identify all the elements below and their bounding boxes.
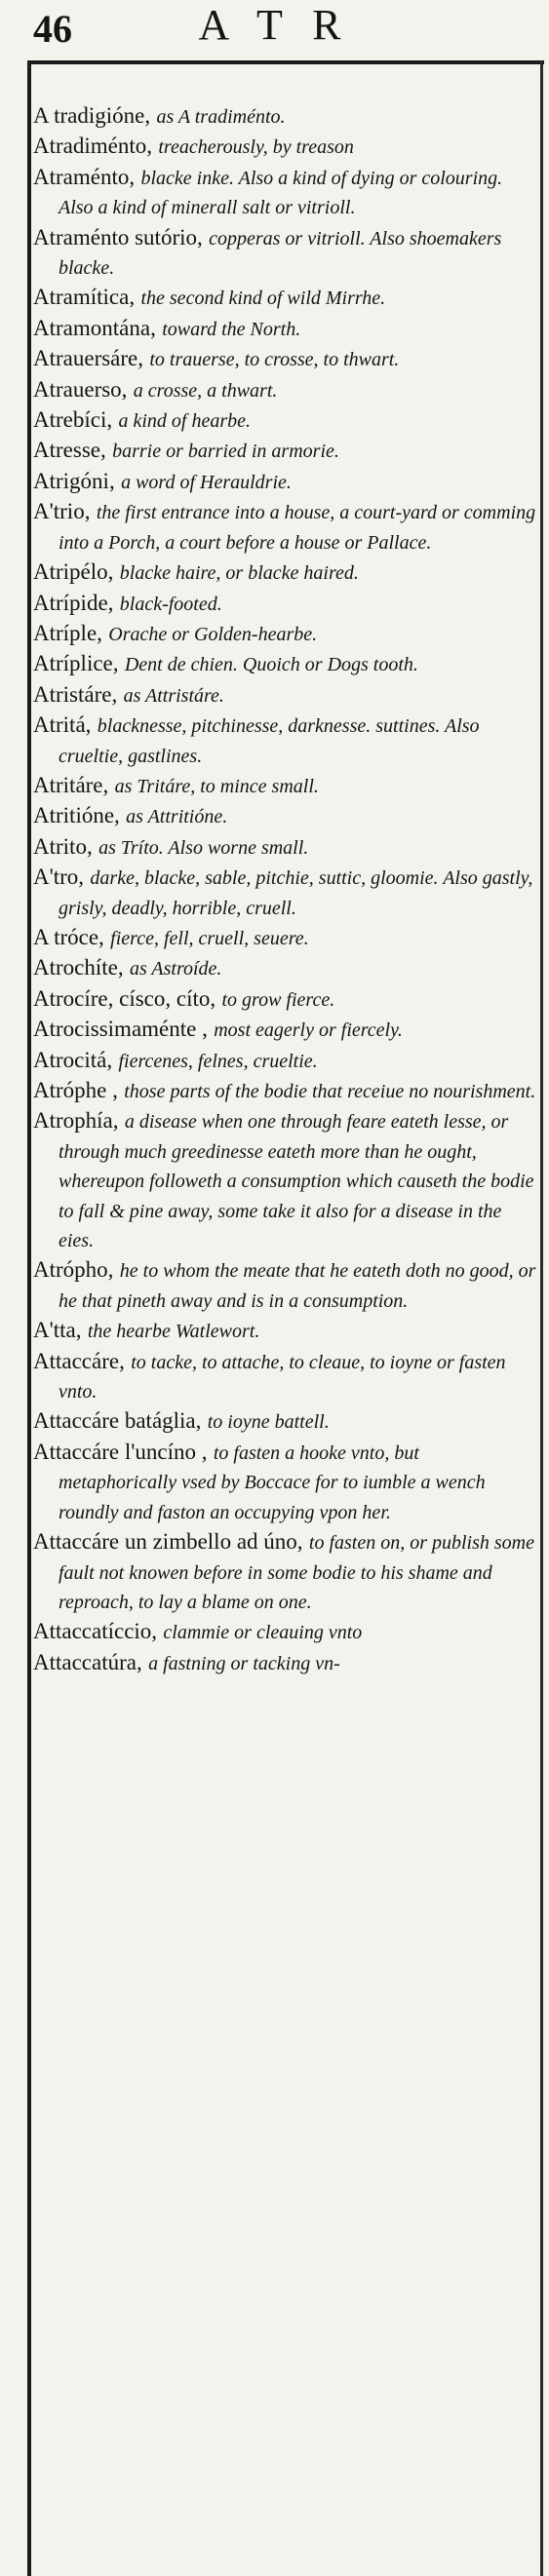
entry-definition: a crosse, a thwart. <box>133 379 278 402</box>
dictionary-entry <box>33 1347 536 1407</box>
entry-headword: Atríple, <box>33 620 102 645</box>
entry-definition: a kind of hearbe. <box>118 410 251 433</box>
dictionary-entry <box>33 1316 536 1346</box>
dictionary-entry <box>33 375 536 405</box>
entry-headword: A'tta, <box>33 1318 82 1343</box>
dictionary-entry <box>33 1255 536 1316</box>
entry-definition: to fasten on, or publish some fault not knowen before in some bodie to his shame and reproach, to lay a blame on one. <box>59 1532 535 1613</box>
dictionary-entry <box>33 436 536 466</box>
page-header <box>0 0 549 64</box>
dictionary-entry <box>33 163 536 223</box>
entry-definition: clammie or cleauing vnto <box>163 1622 363 1644</box>
entry-headword: Atradiménto, <box>33 134 152 159</box>
entry-headword: A'tro, <box>33 865 85 890</box>
dictionary-entry <box>33 132 536 162</box>
entry-headword: A'trio, <box>33 499 91 524</box>
dictionary-entry <box>33 314 536 344</box>
right-column-rule <box>540 60 543 2576</box>
dictionary-entry <box>33 953 536 983</box>
dictionary-entry <box>33 711 536 771</box>
dictionary-entry <box>33 467 536 497</box>
entry-headword: Atrípide, <box>33 590 114 615</box>
entry-headword: Atrophía, <box>33 1108 119 1134</box>
dictionary-entry <box>33 1046 536 1076</box>
entry-headword: Atrópho, <box>33 1257 114 1283</box>
entry-definition: the hearbe Watlewort. <box>87 1321 260 1343</box>
dictionary-entry <box>33 223 536 284</box>
entry-definition: to tacke, to attache, to cleaue, to ioyne or fasten vnto. <box>59 1351 506 1403</box>
entry-headword: Atrocitá, <box>33 1047 113 1072</box>
entry-definition: blacke haire, or blacke haired. <box>119 562 359 585</box>
dictionary-entry <box>33 832 536 863</box>
entry-definition: a word of Herauldrie. <box>121 471 292 493</box>
entry-definition: to fasten a hooke vnto, but metaphorically vsed by Boccace for to iumble a wench roundly and faston an occupying vpon her. <box>59 1442 486 1523</box>
dictionary-entry <box>33 589 536 619</box>
entry-headword: Atripélo, <box>33 559 114 585</box>
dictionary-entry <box>33 771 536 801</box>
entry-headword: A tradigióne, <box>33 103 151 128</box>
entry-definition: as Tríto. Also worne small. <box>98 836 309 859</box>
dictionary-entry <box>33 801 536 831</box>
entry-headword: Atramítica, <box>33 285 136 310</box>
entry-definition: as Attristáre. <box>123 684 224 707</box>
dictionary-entry <box>33 1438 536 1527</box>
entry-definition: a disease when one through feare eateth lesse, or through much greedinesse eateth more than he ought, whereupon followeth a consumption which causeth the bodie to fall & pine away, some take it also for a disease in the eies. <box>59 1111 534 1252</box>
dictionary-entry <box>33 283 536 313</box>
entry-definition: as Attritióne. <box>126 806 228 828</box>
left-column-rule <box>27 60 31 2576</box>
dictionary-entry <box>33 1406 536 1437</box>
entry-definition: toward the North. <box>162 318 301 340</box>
dictionary-entry <box>33 497 536 557</box>
entry-definition: fiercenes, felnes, crueltie. <box>118 1050 318 1072</box>
entry-headword: Atrebíci, <box>33 407 113 433</box>
entry-definition: treacherously, by treason <box>158 136 354 159</box>
dictionary-entry <box>33 405 536 436</box>
entry-definition: black-footed. <box>119 593 222 615</box>
entry-headword: Atraménto, <box>33 164 136 189</box>
entry-definition: he to whom the meate that he eateth doth no good, or he that pineth away and is in a consumption. <box>59 1260 536 1312</box>
entry-headword: Atrito, <box>33 833 93 859</box>
entry-headword: Atrigóni, <box>33 468 115 493</box>
dictionary-entry <box>33 923 536 953</box>
dictionary-entry <box>33 619 536 649</box>
entry-definition: blacke inke. Also a kind of dying or colouring. Also a kind of minerall salt or vitrioll. <box>59 167 503 219</box>
entry-headword: Atraménto sutório, <box>33 224 203 250</box>
entry-definition: to ioyne battell. <box>207 1411 330 1434</box>
entry-definition: to trauerse, to crosse, to thwart. <box>149 349 400 371</box>
entry-headword: Atritá, <box>33 712 92 738</box>
entry-headword: A tróce, <box>33 924 104 949</box>
top-rule <box>27 60 544 64</box>
entry-headword: Attaccatúra, <box>33 1649 142 1674</box>
entry-definition: the first entrance into a house, a court-yard or comming into a Porch, a court before a house or Pallace. <box>59 502 536 554</box>
entry-definition: those parts of the bodie that receiue no nourishment. <box>124 1081 536 1102</box>
entry-headword: Atrauerso, <box>33 376 128 402</box>
dictionary-entry <box>33 1648 536 1678</box>
entry-headword: Attaccáre, <box>33 1348 125 1373</box>
dictionary-entry <box>33 984 536 1015</box>
entry-headword: Atritáre, <box>33 772 109 797</box>
page-title: A T R <box>198 1 351 49</box>
entry-definition: the second kind of wild Mirrhe. <box>140 288 386 310</box>
dictionary-entry <box>33 863 536 923</box>
entry-headword: Atróphe , <box>33 1078 118 1102</box>
entry-headword: Attaccáre un zimbello ad úno, <box>33 1529 303 1555</box>
dictionary-entry <box>33 649 536 679</box>
entry-headword: Atríplice, <box>33 651 119 676</box>
dictionary-entry <box>33 1527 536 1617</box>
entry-headword: Atrochíte, <box>33 955 124 980</box>
dictionary-entry <box>33 1015 536 1045</box>
dictionary-entry <box>33 1076 536 1106</box>
entry-headword: Atrauersáre, <box>33 346 144 371</box>
entry-definition: as Astroíde. <box>129 958 222 980</box>
entry-list <box>33 101 536 1678</box>
entry-headword: Atrocissimaménte , <box>33 1017 208 1042</box>
entry-headword: Attaccáre batáglia, <box>33 1408 202 1434</box>
dictionary-entry <box>33 1617 536 1647</box>
entry-headword: Atristáre, <box>33 681 118 707</box>
entry-headword: Attaccatíccio, <box>33 1619 158 1644</box>
entry-headword: Atritióne, <box>33 803 120 828</box>
dictionary-entry <box>33 101 536 132</box>
entry-definition: darke, blacke, sable, pitchie, suttic, gloomie. Also gastly, grisly, deadly, horrible, cruell. <box>59 867 533 919</box>
dictionary-entry <box>33 680 536 711</box>
entry-headword: Atramontána, <box>33 315 156 340</box>
dictionary-entry <box>33 1106 536 1255</box>
entry-definition: to grow fierce. <box>221 988 335 1011</box>
entry-definition: as Tritáre, to mince small. <box>114 775 319 797</box>
entry-headword: Atrocíre, císco, cíto, <box>33 985 216 1011</box>
entry-definition: copperas or vitrioll. Also shoemakers blacke. <box>59 227 502 280</box>
dictionary-entry <box>33 344 536 374</box>
entry-definition: as A tradiménto. <box>156 106 286 128</box>
entry-definition: blacknesse, pitchinesse, darknesse. suttines. Also crueltie, gastlines. <box>59 715 480 767</box>
entry-definition: Dent de chien. Quoich or Dogs tooth. <box>124 654 418 676</box>
entry-definition: most eagerly or fiercely. <box>214 1019 403 1042</box>
dictionary-entry <box>33 557 536 588</box>
entry-definition: Orache or Golden-hearbe. <box>108 623 318 645</box>
entry-headword: Atresse, <box>33 438 106 463</box>
entry-definition: a fastning or tacking vn- <box>148 1652 340 1674</box>
entry-definition: barrie or barried in armorie. <box>112 441 339 463</box>
page-number: 46 <box>33 7 72 51</box>
entry-headword: Attaccáre l'uncíno , <box>33 1439 208 1464</box>
entry-definition: fierce, fell, cruell, seuere. <box>110 927 309 949</box>
